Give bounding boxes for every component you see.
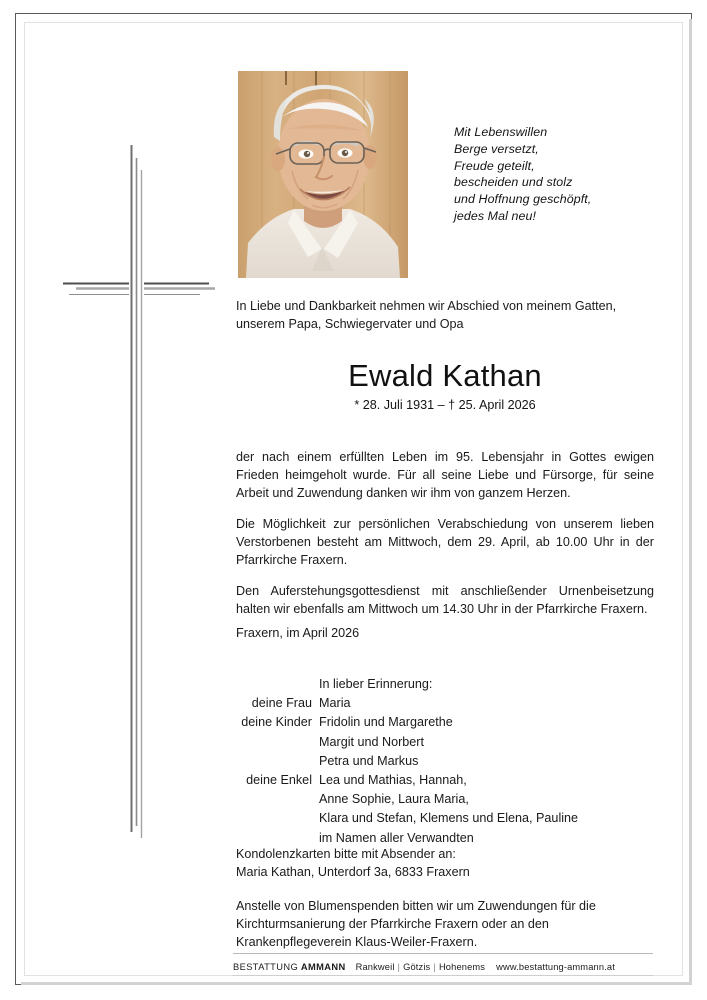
obituary-paragraph: Die Möglichkeit zur persönlichen Verabschiedung von unserem lieben Verstorbenen besteht am Mittwoch, dem 29. April, ab 10.00 Uhr in der Pfarrkirche Fraxern. — [236, 517, 654, 567]
poem-line: und Hoffnung geschöpft, — [454, 192, 592, 207]
family-value: Lea und Mathias, Hannah, — [319, 773, 467, 788]
family-row — [236, 694, 578, 713]
family-label — [236, 675, 319, 694]
poem-line: Mit Lebenswillen — [454, 125, 548, 139]
family-row — [236, 733, 578, 752]
footer-town-3: Hohenems — [438, 962, 486, 972]
family-row — [236, 771, 578, 790]
footer-separator: | — [433, 962, 436, 972]
family-row — [236, 790, 578, 809]
footer-town-2: Götzis — [403, 962, 431, 972]
footer-divider — [233, 953, 653, 954]
footer-bottom-divider — [233, 975, 653, 976]
footer-bar — [233, 962, 663, 972]
footer-town-1: Rankweil — [355, 962, 395, 972]
donation-line-3: Krankenpflegeverein Klaus-Weiler-Fraxern. — [236, 935, 478, 949]
donation-line-1: Anstelle von Blumenspenden bitten wir um Zuwendungen für die — [236, 899, 596, 913]
family-list — [236, 675, 578, 848]
family-row — [236, 713, 578, 732]
birth-death-dates: * 28. Juli 1931 – † 25. April 2026 — [354, 398, 536, 412]
family-label — [236, 809, 319, 828]
place-and-date: Fraxern, im April 2026 — [236, 626, 360, 640]
deceased-name: Ewald Kathan — [348, 358, 542, 393]
obituary-paragraph: der nach einem erfüllten Leben im 95. Lebensjahr in Gottes ewigen Frieden heimgeholt wurde. Für all seine Liebe und Fürsorge, für seine Arbeit und Zuwendung danken wir ihm von ganzem Herzen. — [236, 450, 654, 500]
family-value: Fridolin und Margarethe — [319, 715, 453, 730]
family-value: Margit und Norbert — [319, 734, 424, 749]
condolence-line-2: Maria Kathan, Unterdorf 3a, 6833 Fraxern — [236, 865, 470, 879]
family-value: Maria — [319, 696, 351, 711]
intro-text — [236, 297, 654, 333]
condolence-line-1: Kondolenzkarten bitte mit Absender an: — [236, 847, 456, 861]
footer-separator: | — [397, 962, 401, 972]
family-value: Petra und Markus — [319, 753, 419, 768]
family-row — [236, 752, 578, 771]
footer-brand-first: BESTATTUNG — [233, 962, 299, 972]
family-label: deine Kinder — [241, 715, 312, 730]
footer-brand-second: AMMANN — [300, 962, 346, 972]
family-row — [236, 809, 578, 828]
family-label — [236, 752, 319, 771]
family-label: deine Enkel — [246, 773, 312, 788]
intro-line-1: In Liebe und Dankbarkeit nehmen wir Abschied von meinem Gatten, — [236, 299, 617, 313]
family-value: im Namen aller Verwandten — [319, 830, 474, 845]
footer-website-link[interactable]: www.bestattung-ammann.at — [496, 962, 615, 972]
condolence-note — [236, 845, 470, 881]
family-label: deine Frau — [251, 696, 312, 711]
intro-line-2: unserem Papa, Schwiegervater und Opa — [236, 317, 464, 331]
poem-line: Berge versetzt, — [454, 141, 539, 156]
family-label — [236, 733, 319, 752]
family-value: Klara und Stefan, Klemens und Elena, Pauline — [319, 811, 579, 826]
memorial-poem — [454, 124, 654, 225]
obituary-paragraph: Den Auferstehungsgottesdienst mit anschließender Urnenbeisetzung halten wir ebenfalls am Mittwoch um 14.30 Uhr in der Pfarrkirche Fraxern. — [236, 584, 654, 616]
portrait-photo — [238, 71, 408, 278]
donation-note — [236, 897, 656, 951]
donation-line-2: Kirchturmsanierung der Pfarrkirche Fraxern oder an den — [236, 917, 549, 931]
obituary-body — [236, 448, 654, 631]
family-value: Anne Sophie, Laura Maria, — [319, 792, 469, 807]
family-heading: In lieber Erinnerung: — [319, 677, 433, 691]
family-label — [236, 790, 319, 809]
poem-line: Freude geteilt, — [454, 158, 535, 173]
family-heading-row — [236, 675, 578, 694]
poem-line: jedes Mal neu! — [454, 208, 536, 223]
poem-line: bescheiden und stolz — [454, 175, 573, 190]
